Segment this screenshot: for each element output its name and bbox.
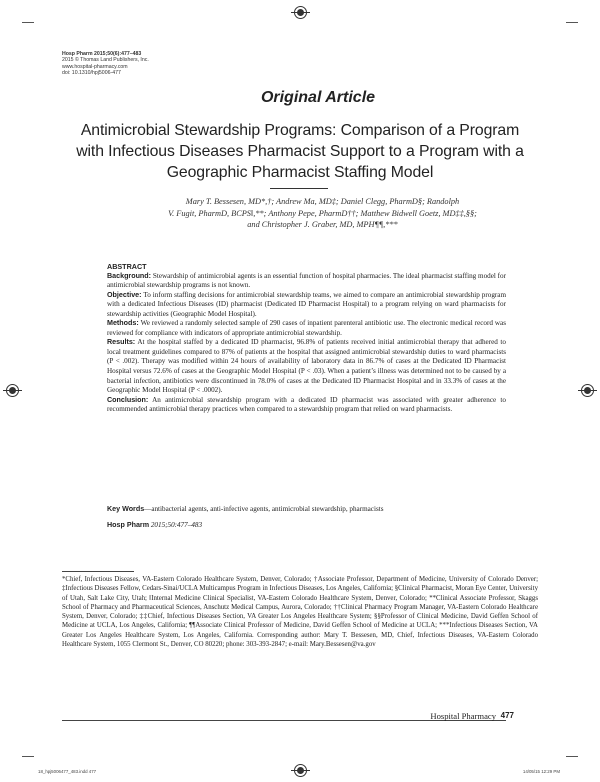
author-line: V. Fugit, PharmD, BCPS‖,**; Anthony Pepe, PharmD††; Matthew Bidwell Goetz, MD‡‡,§§; xyxy=(168,208,477,218)
abstract-methods xyxy=(107,319,506,338)
registration-mark-right xyxy=(581,384,594,397)
conclusion-text: An antimicrobial stewardship program with a dedicated ID pharmacist was associated with greater adherence to recommended antimicrobial therapy practices when compared to a stewardship program that relied on ward pharmacists. xyxy=(107,395,506,414)
keywords xyxy=(107,505,506,513)
abstract xyxy=(107,262,506,415)
footer-journal-name: Hospital Pharmacy xyxy=(430,711,496,721)
abstract-conclusion xyxy=(107,396,506,415)
author-line: Mary T. Bessesen, MD*,†; Andrew Ma, MD‡; Daniel Clegg, PharmD§; Randolph xyxy=(185,197,460,206)
author-list xyxy=(135,196,510,231)
abstract-results xyxy=(107,338,506,395)
trim-mark xyxy=(22,22,34,23)
journal-meta xyxy=(62,51,149,77)
journal-meta-line: Hosp Pharm 2015;50(6):477–483 xyxy=(62,51,142,57)
trim-mark xyxy=(566,22,578,23)
affiliation-footnotes: *Chief, Infectious Diseases, VA-Eastern Colorado Healthcare System, Denver, Colorado; †Associate Professor, Department of Medicine, University of Colorado Denver; ‡Infectious Diseases Fellow, Cedars-Sinai/UCLA Multicampus Program in Infectious Diseases, Los Angeles, California; §Clinical Pharmacist, Moran Eye Center, University of Utah, Salt Lake City, Utah; ‖Internal Medicine Clinical Specialist, VA-Eastern Colorado Healthcare System, Denver, Colorado; **Clinical Associate Professor, Skaggs School of Pharmacy and Pharmaceutical Sciences, Anschutz Medical Campus, Aurora, Colorado; ††Clinical Pharmacy Program Manager, VA-Eastern Colorado Healthcare System, Denver, Colorado; ‡‡Chief, Infectious Diseases Section, VA Greater Los Angeles Healthcare System; §§Professor of Clinical Medicine, David Geffen School of Medicine at UCLA, Los Angeles, California; ¶¶Associate Clinical Professor of Medicine, David Geffen School of Medicine at UCLA; ***Infectious Diseases Section, VA Greater Los Angeles Healthcare System, Los Angeles, California. Corresponding author: Mary T. Bessesen, MD, Chief, Infectious Diseases, VA-Eastern Colorado Healthcare System, 1055 Clermont St., Denver, CO 80220; phone: 303-393-2847; e-mail: Mary.Bessesen@va.gov xyxy=(62,576,538,649)
background-label: Background: xyxy=(107,271,152,280)
abstract-objective xyxy=(107,291,506,320)
section-label: Original Article xyxy=(260,89,376,106)
trim-mark xyxy=(566,756,578,757)
page-number: 477 xyxy=(500,711,514,720)
author-line: and Christopher J. Graber, MD, MPH¶¶,*** xyxy=(247,220,398,230)
registration-mark-bottom xyxy=(294,764,307,777)
journal-meta-line: doi: 10.1310/hpj5006-477 xyxy=(62,70,121,77)
objective-text: To inform staffing decisions for antimicrobial stewardship teams, we aimed to compare an antimicrobial stewardship program with a dedicated Infectious Diseases (ID) pharmacist (Dedicated ID Pharmacist Hospital) to a program relying on ward pharmacists for stewardship activities (Geographic Model Hospital). xyxy=(107,290,506,318)
trim-mark xyxy=(22,756,34,757)
title-divider xyxy=(270,188,328,189)
footnote-divider xyxy=(62,571,134,572)
methods-text: We reviewed a randomly selected sample of 290 cases of inpatient parenteral antibiotic use. The electronic medical record was reviewed for compliance with indicators of appropriate antimicrobial stewardship. xyxy=(107,319,506,337)
conclusion-label: Conclusion: xyxy=(107,395,149,404)
results-text: At the hospital staffed by a dedicated ID pharmacist, 96.8% of patients received initial antimicrobial therapy that adhered to local treatment guidelines compared to 87% of patients at the hospital that assigned antimicrobial stewardship duties to ward pharmacists (P < .002). Therapy was modified within 24 hours of availability of laboratory data in 86.7% of cases at the Dedicated ID Pharmacist Hospital versus 72.6% of cases at the Geographic Model Hospital (P < .03). When a patient’s illness was determined not to be caused by a bacterial infection, antibiotics were discontinued in 78.0% of cases at the Dedicated ID Pharmacist Hospital and in 33.3% of cases at the Geographic Model Hospital (P < .0002). xyxy=(107,338,506,395)
citation-text: 2015;50:477–483 xyxy=(150,521,203,529)
methods-label: Methods: xyxy=(107,319,139,328)
abstract-background xyxy=(107,272,506,291)
keywords-label: Key Words xyxy=(107,505,145,513)
objective-label: Objective: xyxy=(107,290,142,299)
print-slug-date: 14/05/15 12:29 PM xyxy=(522,769,560,774)
citation xyxy=(107,521,202,529)
citation-label: Hosp Pharm xyxy=(107,521,150,529)
registration-mark-top xyxy=(294,6,307,19)
keywords-text: —antibacterial agents, anti-infective agents, antimicrobial stewardship, pharmacists xyxy=(144,505,384,513)
registration-mark-left xyxy=(6,384,19,397)
journal-meta-line: 2015 © Thomas Land Publishers, Inc. xyxy=(62,57,149,64)
print-slug-file: 18_hpj5006477_483.indd 477 xyxy=(38,769,97,774)
background-text: Stewardship of antimicrobial agents is an essential function of hospital pharmacies. The ideal pharmacist staffing model for antimicrobial stewardship programs is not known. xyxy=(107,271,506,290)
journal-meta-line: www.hospital-pharmacy.com xyxy=(62,63,128,70)
abstract-heading: ABSTRACT xyxy=(107,262,147,271)
results-label: Results: xyxy=(107,338,136,347)
article-title: Antimicrobial Stewardship Programs: Comparison of a Program with Infectious Diseases Pharmacist Support to a Program with a Geographic Pharmacist Staffing Model xyxy=(76,122,524,181)
